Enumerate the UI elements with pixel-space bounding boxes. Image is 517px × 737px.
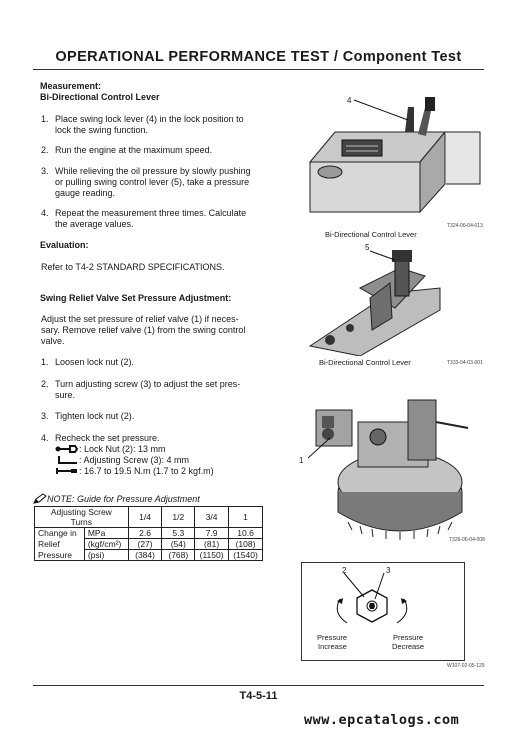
callout-label: 2 — [342, 566, 347, 575]
site-watermark: www.epcatalogs.com — [304, 712, 460, 728]
figure-caption: Bi-Directional Control Lever — [319, 358, 411, 367]
pressure-guide-table — [34, 506, 263, 561]
table-cell: 5.3 — [162, 528, 195, 539]
figure-id: W107-02-05-129 — [447, 663, 485, 669]
step-text: the average values. — [55, 219, 134, 229]
hex-key-icon — [55, 455, 79, 465]
table-cell: 7.9 — [195, 528, 229, 539]
control-lever-figure — [300, 248, 450, 356]
footer-rule — [33, 685, 484, 686]
table-cell: (1150) — [195, 550, 229, 561]
callout-label: 5 — [365, 243, 370, 252]
step-text: Turn adjusting screw (3) to adjust the set pres- — [55, 379, 241, 389]
pressure-decrease-label: Pressure — [393, 633, 424, 642]
header-rule — [33, 69, 484, 70]
step-number: 4. — [41, 433, 49, 443]
measurement-subheading: Bi-Directional Control Lever — [40, 92, 160, 102]
callout-label: 3 — [386, 566, 391, 575]
table-cell: (1540) — [229, 550, 263, 561]
evaluation-heading: Evaluation: — [40, 240, 89, 250]
step-number: 2. — [41, 145, 49, 155]
step-text: lock the swing function. — [55, 125, 149, 135]
callout-label: 1 — [299, 456, 304, 465]
pressure-increase-label: Increase — [318, 642, 347, 651]
table-header-cell: 1 — [229, 507, 263, 528]
note-pencil-icon — [33, 493, 47, 504]
step-text: Run the engine at the maximum speed. — [55, 145, 213, 155]
table-cell: (54) — [162, 539, 195, 550]
figure-id: T324-06-04-013 — [447, 223, 483, 229]
intro-text: sary. Remove relief valve (1) from the swing control — [41, 325, 246, 335]
step-text: Recheck the set pressure. — [55, 433, 160, 443]
table-row — [35, 539, 263, 550]
pressure-decrease-label: Decrease — [392, 642, 425, 651]
swing-lock-lever-figure — [290, 92, 486, 230]
step-text: While relieving the oil pressure by slowly pushing — [55, 166, 251, 176]
swing-motor-figure — [308, 382, 476, 540]
pressure-increase-label: Pressure — [317, 633, 348, 642]
step-text: Tighten lock nut (2). — [55, 411, 135, 421]
step-text: Repeat the measurement three times. Calculate — [55, 208, 247, 218]
intro-text: Adjust the set pressure of relief valve (1) if neces- — [41, 314, 239, 324]
table-header-cell: Turns — [35, 517, 129, 528]
tool-spec: : Lock Nut (2): 13 mm — [79, 444, 166, 454]
step-number: 2. — [41, 379, 49, 389]
callout-label: 4 — [347, 96, 352, 105]
table-cell: 2.6 — [128, 528, 162, 539]
table-row — [35, 528, 263, 539]
note-label: NOTE: — [47, 494, 75, 504]
tool-spec: : 16.7 to 19.5 N.m (1.7 to 2 kgf.m) — [79, 466, 214, 476]
table-cell: Relief — [35, 539, 85, 550]
table-row — [35, 550, 263, 561]
table-header-cell: 1/2 — [162, 507, 195, 528]
step-number: 1. — [41, 114, 49, 124]
table-cell: (384) — [128, 550, 162, 561]
step-number: 3. — [41, 166, 49, 176]
table-cell: (108) — [229, 539, 263, 550]
swing-relief-heading: Swing Relief Valve Set Pressure Adjustment: — [40, 293, 232, 303]
step-number: 4. — [41, 208, 49, 218]
note-text: Guide for Pressure Adjustment — [77, 494, 200, 504]
table-header-cell: 1/4 — [128, 507, 162, 528]
evaluation-text: Refer to T4-2 STANDARD SPECIFICATIONS. — [41, 262, 225, 272]
measurement-heading: Measurement: — [40, 81, 102, 91]
table-cell: Pressure — [35, 550, 85, 561]
intro-text: valve. — [41, 336, 65, 346]
table-cell: (27) — [128, 539, 162, 550]
table-header-cell: 3/4 — [195, 507, 229, 528]
table-cell: MPa — [84, 528, 128, 539]
step-text: sure. — [55, 390, 76, 400]
step-text: or pulling swing control lever (5), take a pressure — [55, 177, 250, 187]
page-number: T4-5-11 — [239, 690, 278, 702]
table-cell: Change in — [35, 528, 85, 539]
torque-wrench-icon — [55, 466, 79, 476]
table-row — [35, 507, 263, 518]
table-header-cell: Adjusting Screw — [35, 507, 129, 518]
figure-id: T333-04-03-001 — [447, 360, 483, 366]
step-number: 3. — [41, 411, 49, 421]
table-cell: (81) — [195, 539, 229, 550]
table-cell: (psi) — [84, 550, 128, 561]
step-number: 1. — [41, 357, 49, 367]
table-cell: (kgf/cm²) — [84, 539, 128, 550]
table-cell: 10.6 — [229, 528, 263, 539]
step-text: Place swing lock lever (4) in the lock position to — [55, 114, 244, 124]
table-cell: (768) — [162, 550, 195, 561]
wrench-icon — [55, 444, 79, 454]
step-text: Loosen lock nut (2). — [55, 357, 135, 367]
figure-id: T326-06-04-008 — [449, 537, 485, 543]
page-title: OPERATIONAL PERFORMANCE TEST / Component Test — [55, 49, 462, 65]
tool-spec: : Adjusting Screw (3): 4 mm — [79, 455, 190, 465]
figure-caption: Bi-Directional Control Lever — [325, 230, 417, 239]
step-text: gauge reading. — [55, 188, 116, 198]
